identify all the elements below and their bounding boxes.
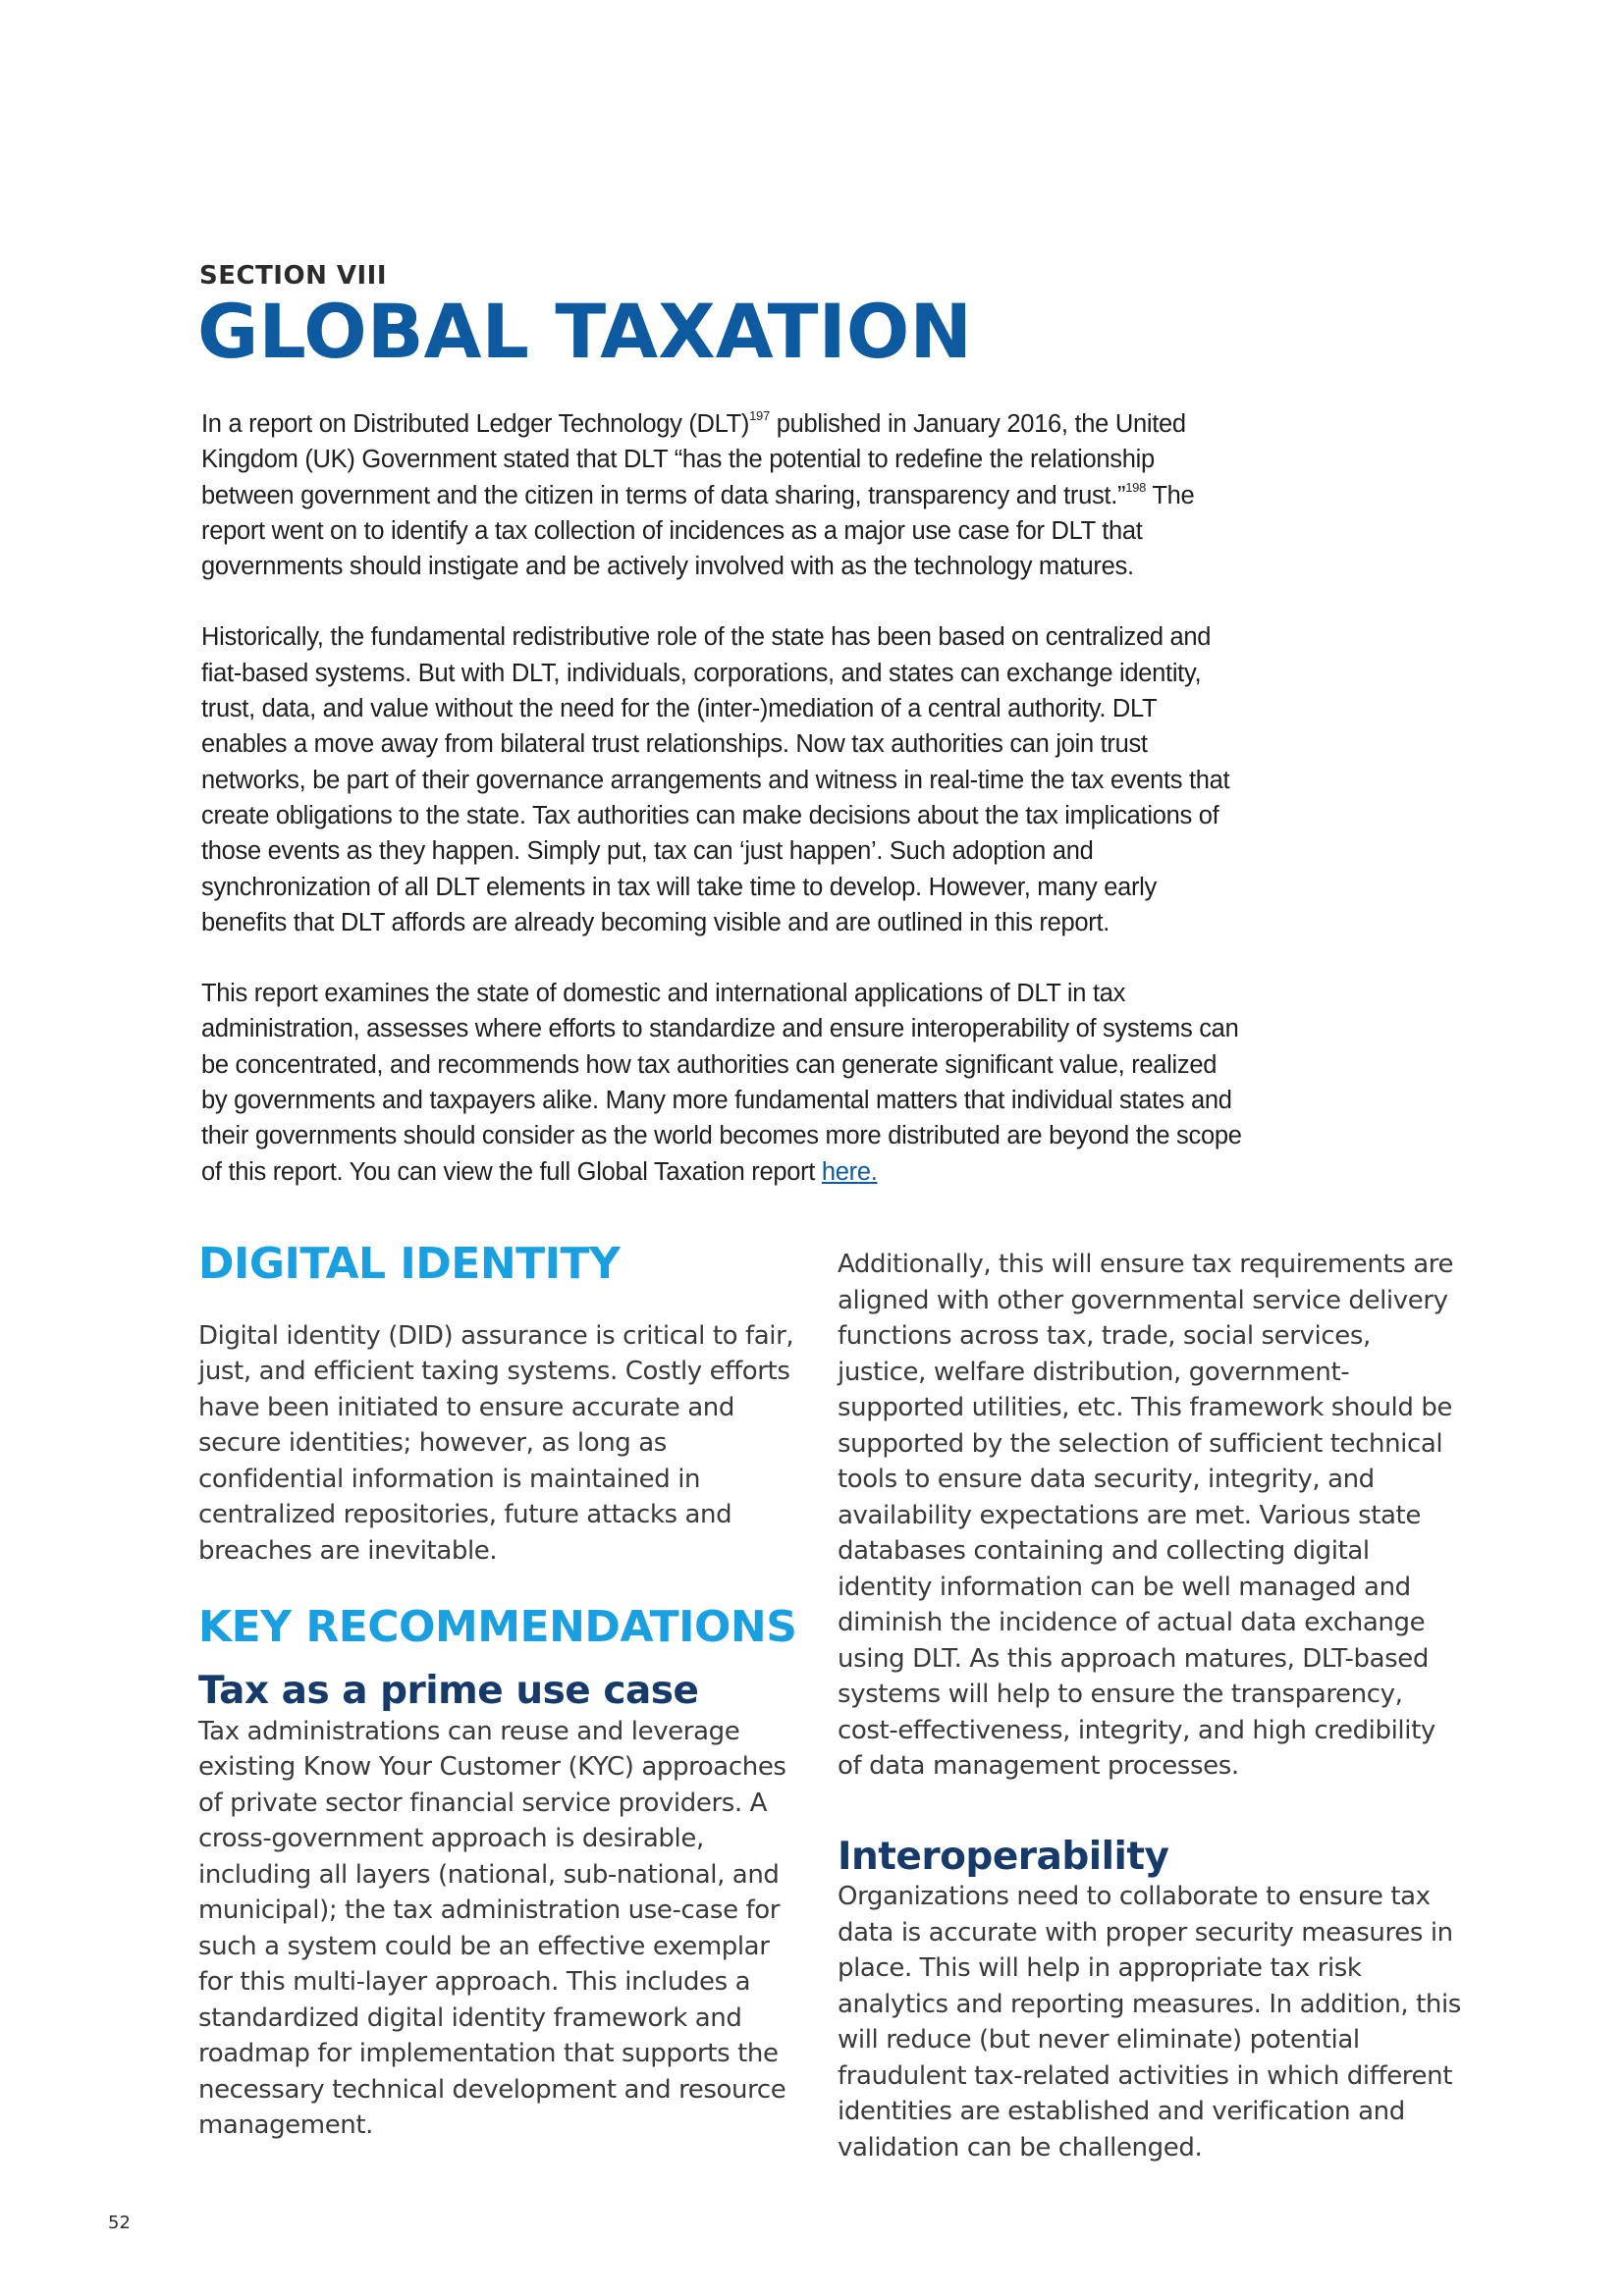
intro-paragraph-1 <box>201 406 1242 584</box>
key-recommendations-heading: KEY RECOMMENDATIONS <box>198 1602 797 1653</box>
intro-paragraph-3 <box>201 976 1242 1190</box>
recommendations-continued-body: Additionally, this will ensure tax requirements are aligned with other governmental service delivery functions across tax, trade, social services, justice, welfare distribution, government-supported utilities, etc. This framework should be supported by the selection of sufficient technical tools to ensure data security, integrity, and availability expectations are met. Various state databases containing and collecting digital identity information can be well managed and diminish the incidence of actual data exchange using DLT. As this approach matures, DLT-based systems will help to ensure the transparency, cost-effectiveness, integrity, and high credibility of data management processes. <box>838 1250 1454 1781</box>
intro-paragraph-2: Historically, the fundamental redistributive role of the state has been based on centralized and fiat-based systems. But with DLT, individuals, corporations, and states can exchange identity, trust, data, and value without the need for the (inter-)mediation of a central authority. DLT enables a move away from bilateral trust relationships. Now tax authorities can join trust networks, be part of their governance arrangements and witness in real-time the tax events that create obligations to the state. Tax authorities can make decisions about the tax implications of those events as they happen. Simply put, tax can ‘just happen’. Such adoption and synchronization of all DLT elements in tax will take time to develop. However, many early benefits that DLT affords are already becoming visible and are outlined in this report. <box>201 623 1230 936</box>
intro-p1-part-c: The report went on to identify a tax collection of incidences as a major use case for DLT that governments should instigate and be actively involved with as the technology matures. <box>201 481 1195 581</box>
footnote-ref-198[interactable]: 198 <box>1125 479 1146 495</box>
page-title: GLOBAL TAXATION <box>197 288 972 375</box>
page-number: 52 <box>108 2213 131 2233</box>
digital-identity-heading: DIGITAL IDENTITY <box>198 1239 621 1289</box>
section-label: SECTION VIII <box>199 261 388 291</box>
report-link[interactable]: here. <box>821 1157 878 1186</box>
left-column <box>198 1239 797 2144</box>
right-column <box>838 1247 1466 2165</box>
intro-text <box>201 406 1242 1225</box>
footnote-ref-197[interactable]: 197 <box>749 408 770 423</box>
intro-p1-part-a: In a report on Distributed Ledger Technology (DLT) <box>201 410 750 438</box>
intro-p1-part-b: published in January 2016, the United Kingdom (UK) Government stated that DLT “has the potential to redefine the relationship between government and the citizen in terms of data sharing, transparency and trust.” <box>201 410 1186 509</box>
intro-p3-text: This report examines the state of domestic and international applications of DLT in tax administration, assesses where efforts to standardize and ensure interoperability of systems can be concentrated, and recommends how tax authorities can generate significant value, realized by governments and taxpayers alike. Many more fundamental matters that individual states and their governments should consider as the world becomes more distributed are beyond the scope of this report. You can view the full Global Taxation report <box>201 980 1242 1186</box>
prime-use-case-heading: Tax as a prime use case <box>198 1669 699 1714</box>
interoperability-heading: Interoperability <box>838 1834 1169 1879</box>
digital-identity-body: Digital identity (DID) assurance is critical to fair, just, and efficient taxing systems. Costly efforts have been initiated to ensure accurate and secure identities; however, as long as confidential information is maintained in centralized repositories, future attacks and breaches are inevitable. <box>198 1320 794 1566</box>
interoperability-body: Organizations need to collaborate to ensure tax data is accurate with proper security measures in place. This will help in appropriate tax risk analytics and reporting measures. In addition, this will reduce (but never eliminate) potential fraudulent tax-related activities in which different identities are established and verification and validation can be challenged. <box>838 1882 1461 2163</box>
prime-use-case-body: Tax administrations can reuse and leverage existing Know Your Customer (KYC) approaches of private sector financial service providers. A cross-government approach is desirable, including all layers (national, sub-national, and municipal); the tax administration use-case for such a system could be an effective exemplar for this multi-layer approach. This includes a standardized digital identity framework and roadmap for implementation that supports the necessary technical development and resource management. <box>198 1716 786 2141</box>
